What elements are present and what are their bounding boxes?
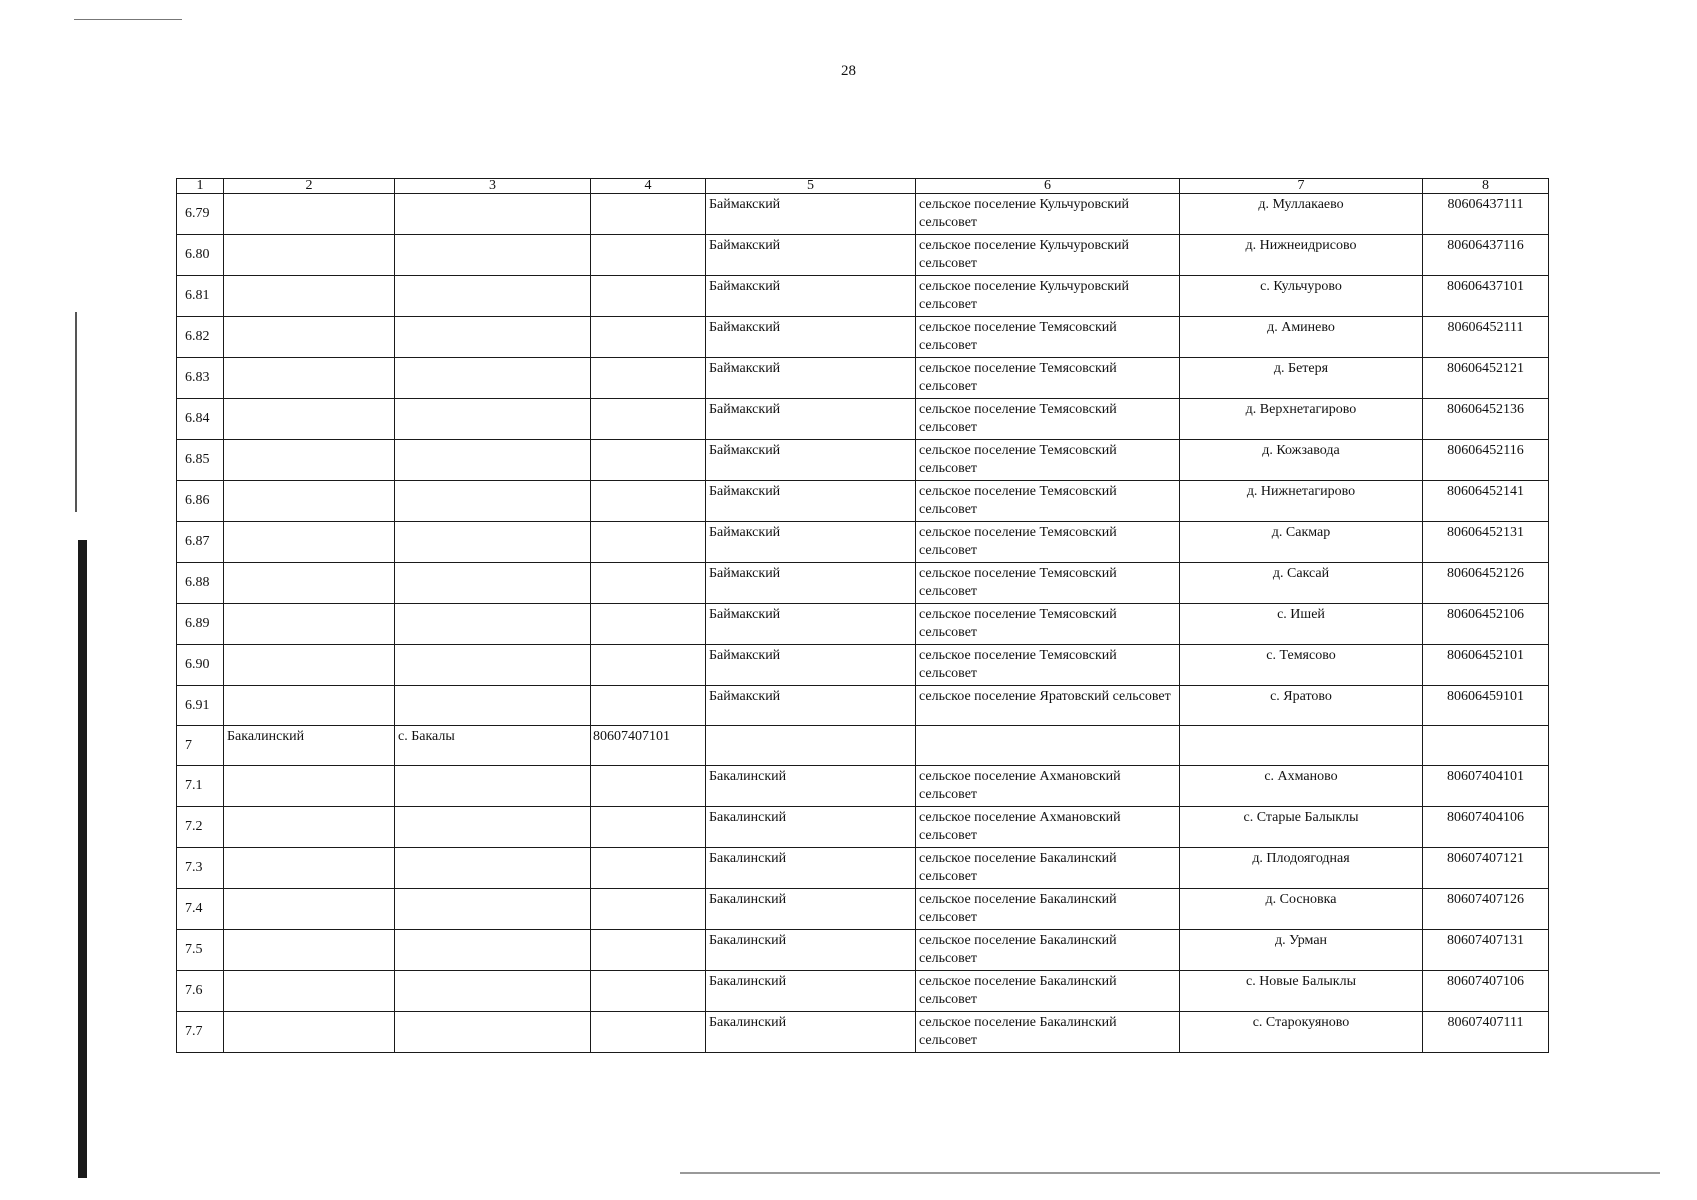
table-row [177,766,1549,807]
settlement-cell: сельское поселение Кульчуровский сельсовет [916,276,1180,317]
oktmo-code-cell [1423,726,1549,766]
settlement-cell: сельское поселение Темясовский сельсовет [916,440,1180,481]
oktmo-code-cell: 80607407126 [1423,889,1549,930]
center-cell [395,766,591,807]
oktmo-code-cell: 80606452106 [1423,604,1549,645]
registry-table [176,178,1549,1053]
region-cell: Баймакский [706,317,916,358]
settlement-cell: сельское поселение Бакалинский сельсовет [916,889,1180,930]
center-cell [395,440,591,481]
region-cell: Бакалинский [706,930,916,971]
locality-cell: д. Саксай [1180,563,1423,604]
district-cell [224,807,395,848]
district-cell [224,194,395,235]
locality-cell: д. Урман [1180,930,1423,971]
header-cell: 5 [706,179,916,194]
settlement-cell: сельское поселение Кульчуровский сельсовет [916,235,1180,276]
row-number-cell: 6.80 [177,235,224,276]
header-cell: 7 [1180,179,1423,194]
table-row [177,930,1549,971]
center-cell [395,1012,591,1053]
table-row [177,481,1549,522]
region-cell: Баймакский [706,194,916,235]
center-cell [395,399,591,440]
locality-cell: д. Аминево [1180,317,1423,358]
row-number-cell: 6.90 [177,645,224,686]
locality-cell: д. Кожзавода [1180,440,1423,481]
settlement-cell: сельское поселение Кульчуровский сельсовет [916,194,1180,235]
district-cell [224,686,395,726]
oktmo-code-cell: 80606452126 [1423,563,1549,604]
oktmo-code-cell: 80606437111 [1423,194,1549,235]
row-number-cell: 6.87 [177,522,224,563]
district-cell [224,276,395,317]
settlement-cell: сельское поселение Темясовский сельсовет [916,604,1180,645]
settlement-cell: сельское поселение Темясовский сельсовет [916,522,1180,563]
region-cell: Баймакский [706,686,916,726]
table-row [177,848,1549,889]
row-number-cell: 6.79 [177,194,224,235]
center-code-cell [591,358,706,399]
center-cell [395,276,591,317]
center-code-cell [591,889,706,930]
table-row [177,194,1549,235]
row-number-cell: 6.82 [177,317,224,358]
center-cell [395,604,591,645]
locality-cell: д. Муллакаево [1180,194,1423,235]
center-code-cell [591,930,706,971]
center-code-cell [591,481,706,522]
locality-cell: с. Старокуяново [1180,1012,1423,1053]
center-cell [395,194,591,235]
locality-cell: д. Плодоягодная [1180,848,1423,889]
center-cell: с. Бакалы [395,726,591,766]
row-number-cell: 6.91 [177,686,224,726]
region-cell: Баймакский [706,399,916,440]
row-number-cell: 6.83 [177,358,224,399]
row-number-cell: 6.88 [177,563,224,604]
table-row [177,317,1549,358]
district-cell [224,971,395,1012]
header-row [177,179,1549,194]
header-cell: 2 [224,179,395,194]
row-number-cell: 7.5 [177,930,224,971]
district-cell [224,1012,395,1053]
center-code-cell [591,563,706,604]
district-cell [224,317,395,358]
row-number-cell: 7.6 [177,971,224,1012]
table-row [177,889,1549,930]
settlement-cell: сельское поселение Ахмановский сельсовет [916,766,1180,807]
center-code-cell [591,686,706,726]
center-cell [395,317,591,358]
center-code-cell [591,645,706,686]
table-row [177,399,1549,440]
region-cell: Бакалинский [706,1012,916,1053]
center-code-cell [591,276,706,317]
settlement-cell: сельское поселение Бакалинский сельсовет [916,930,1180,971]
row-number-cell: 7.2 [177,807,224,848]
locality-cell: д. Сосновка [1180,889,1423,930]
row-number-cell: 7.7 [177,1012,224,1053]
settlement-cell: сельское поселение Темясовский сельсовет [916,317,1180,358]
district-cell [224,481,395,522]
row-number-cell: 6.81 [177,276,224,317]
page-number: 28 [841,63,856,79]
district-cell [224,440,395,481]
oktmo-code-cell: 80607407106 [1423,971,1549,1012]
locality-cell: с. Яратово [1180,686,1423,726]
header-cell: 6 [916,179,1180,194]
table-row [177,276,1549,317]
center-code-cell [591,604,706,645]
district-cell [224,522,395,563]
oktmo-code-cell: 80606452131 [1423,522,1549,563]
district-cell: Бакалинский [224,726,395,766]
center-cell [395,235,591,276]
table-row [177,440,1549,481]
region-cell: Бакалинский [706,971,916,1012]
region-cell: Бакалинский [706,766,916,807]
center-code-cell [591,440,706,481]
center-cell [395,563,591,604]
settlement-cell: сельское поселение Ахмановский сельсовет [916,807,1180,848]
scan-binding-bar [78,540,87,1178]
row-number-cell: 6.84 [177,399,224,440]
row-number-cell: 7 [177,726,224,766]
center-code-cell [591,766,706,807]
row-number-cell: 7.1 [177,766,224,807]
locality-cell: д. Верхнетагирово [1180,399,1423,440]
table-row [177,726,1549,766]
district-cell [224,604,395,645]
region-cell: Бакалинский [706,807,916,848]
oktmo-code-cell: 80606452101 [1423,645,1549,686]
center-cell [395,848,591,889]
district-cell [224,930,395,971]
locality-cell: с. Ахманово [1180,766,1423,807]
locality-cell: с. Кульчурово [1180,276,1423,317]
settlement-cell: сельское поселение Бакалинский сельсовет [916,1012,1180,1053]
region-cell: Бакалинский [706,848,916,889]
row-number-cell: 6.85 [177,440,224,481]
settlement-cell: сельское поселение Темясовский сельсовет [916,563,1180,604]
oktmo-code-cell: 80606452136 [1423,399,1549,440]
scan-margin-mark [75,312,77,512]
locality-cell: с. Новые Балыклы [1180,971,1423,1012]
row-number-cell: 6.86 [177,481,224,522]
district-cell [224,848,395,889]
center-code-cell [591,807,706,848]
region-cell: Баймакский [706,481,916,522]
row-number-cell: 6.89 [177,604,224,645]
settlement-cell: сельское поселение Бакалинский сельсовет [916,971,1180,1012]
oktmo-code-cell: 80607404101 [1423,766,1549,807]
settlement-cell [916,726,1180,766]
locality-cell: д. Бетеря [1180,358,1423,399]
center-cell [395,686,591,726]
table-row [177,604,1549,645]
locality-cell: д. Нижнетагирово [1180,481,1423,522]
center-code-cell [591,971,706,1012]
table-row [177,645,1549,686]
region-cell: Баймакский [706,563,916,604]
center-code-cell: 80607407101 [591,726,706,766]
table-row [177,563,1549,604]
oktmo-code-cell: 80607407121 [1423,848,1549,889]
center-code-cell [591,1012,706,1053]
district-cell [224,563,395,604]
top-rule [74,19,182,20]
oktmo-code-cell: 80607404106 [1423,807,1549,848]
oktmo-code-cell: 80606437116 [1423,235,1549,276]
table-row [177,807,1549,848]
oktmo-code-cell: 80606452111 [1423,317,1549,358]
district-cell [224,766,395,807]
table-row [177,686,1549,726]
header-cell: 4 [591,179,706,194]
oktmo-code-cell: 80607407111 [1423,1012,1549,1053]
table-row [177,235,1549,276]
header-cell: 1 [177,179,224,194]
locality-cell: с. Темясово [1180,645,1423,686]
center-code-cell [591,317,706,358]
row-number-cell: 7.4 [177,889,224,930]
oktmo-code-cell: 80606452121 [1423,358,1549,399]
oktmo-code-cell: 80606437101 [1423,276,1549,317]
locality-cell: с. Ишей [1180,604,1423,645]
oktmo-code-cell: 80606452116 [1423,440,1549,481]
settlement-cell: сельское поселение Темясовский сельсовет [916,645,1180,686]
center-cell [395,481,591,522]
settlement-cell: сельское поселение Темясовский сельсовет [916,481,1180,522]
table-row [177,358,1549,399]
center-cell [395,807,591,848]
center-code-cell [591,399,706,440]
oktmo-code-cell: 80607407131 [1423,930,1549,971]
center-cell [395,358,591,399]
region-cell: Баймакский [706,522,916,563]
center-cell [395,930,591,971]
region-cell: Баймакский [706,276,916,317]
header-cell: 3 [395,179,591,194]
district-cell [224,358,395,399]
header-cell: 8 [1423,179,1549,194]
row-number-cell: 7.3 [177,848,224,889]
district-cell [224,889,395,930]
region-cell [706,726,916,766]
table-row [177,971,1549,1012]
region-cell: Бакалинский [706,889,916,930]
locality-cell [1180,726,1423,766]
settlement-cell: сельское поселение Темясовский сельсовет [916,399,1180,440]
region-cell: Баймакский [706,358,916,399]
region-cell: Баймакский [706,645,916,686]
district-cell [224,399,395,440]
locality-cell: с. Старые Балыклы [1180,807,1423,848]
center-cell [395,971,591,1012]
district-cell [224,235,395,276]
bottom-rule [680,1172,1660,1174]
center-cell [395,889,591,930]
settlement-cell: сельское поселение Бакалинский сельсовет [916,848,1180,889]
table-row [177,1012,1549,1053]
locality-cell: д. Нижнеидрисово [1180,235,1423,276]
region-cell: Баймакский [706,604,916,645]
locality-cell: д. Сакмар [1180,522,1423,563]
oktmo-code-cell: 80606452141 [1423,481,1549,522]
center-cell [395,645,591,686]
settlement-cell: сельское поселение Яратовский сельсовет [916,686,1180,726]
district-cell [224,645,395,686]
center-cell [395,522,591,563]
center-code-cell [591,522,706,563]
table-row [177,522,1549,563]
center-code-cell [591,848,706,889]
oktmo-code-cell: 80606459101 [1423,686,1549,726]
settlement-cell: сельское поселение Темясовский сельсовет [916,358,1180,399]
center-code-cell [591,194,706,235]
center-code-cell [591,235,706,276]
region-cell: Баймакский [706,440,916,481]
region-cell: Баймакский [706,235,916,276]
